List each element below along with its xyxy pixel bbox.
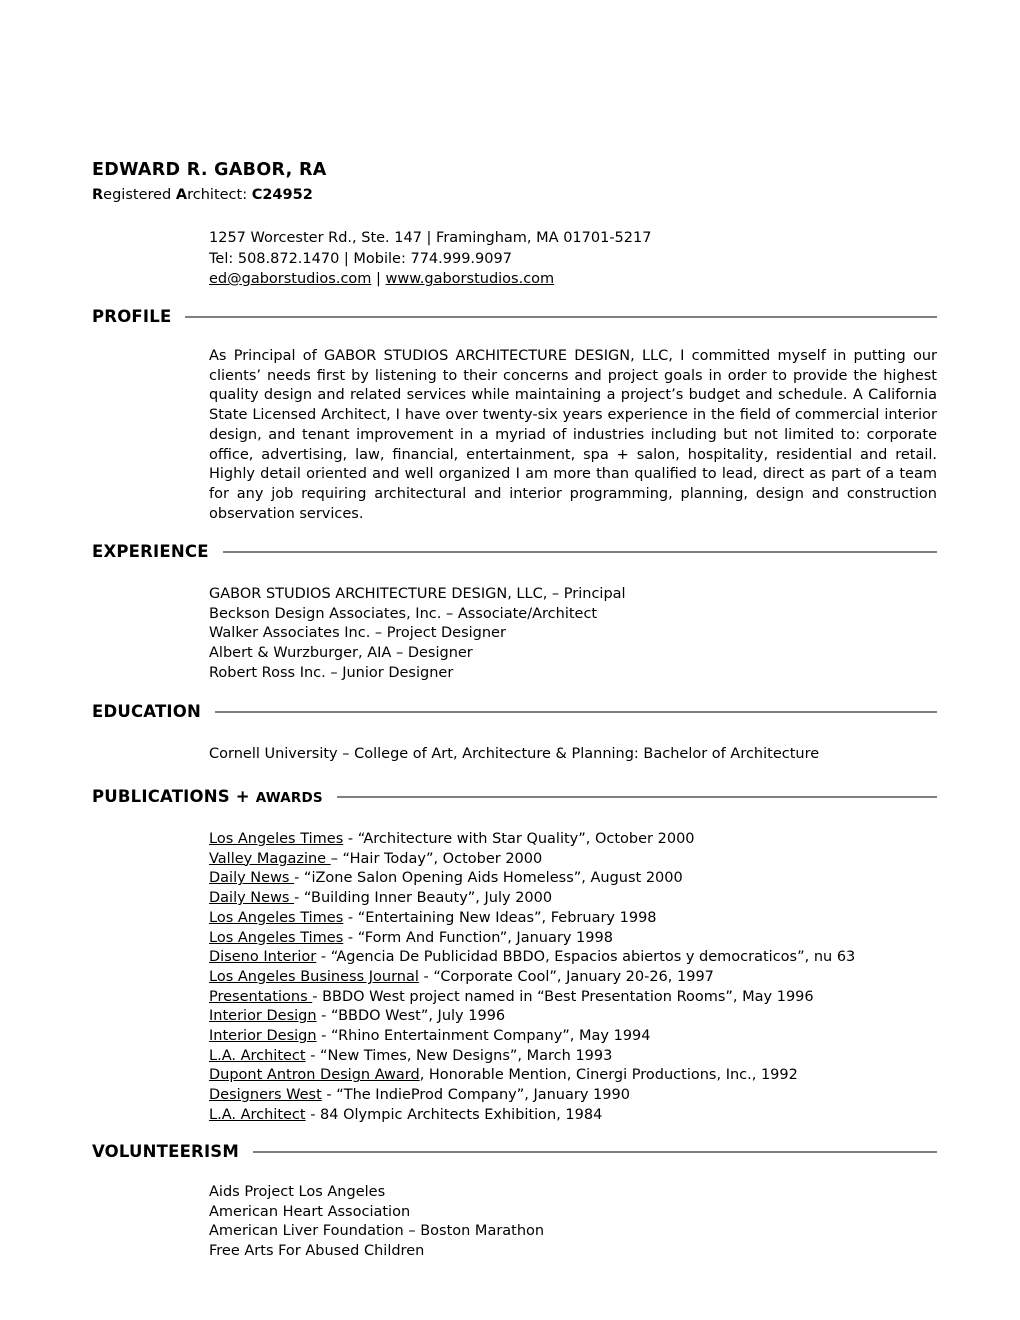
- publications-title-main: PUBLICATIONS +: [92, 787, 256, 806]
- section-title-experience: EXPERIENCE: [92, 542, 209, 561]
- publication-source: Daily News: [209, 890, 295, 907]
- section-heading-publications: [92, 787, 937, 806]
- publication-source: Los Angeles Times: [209, 831, 344, 847]
- publication-detail: - “BBDO West”, July 1996: [316, 1008, 506, 1025]
- list-item: [209, 1027, 855, 1047]
- section-heading-experience: [92, 542, 937, 561]
- publication-detail: - BBDO West project named in “Best Presentation Rooms”, May 1996: [312, 988, 814, 1005]
- publication-source: Los Angeles Business Journal: [209, 968, 419, 985]
- contact-block: [209, 228, 651, 290]
- list-item: [209, 968, 855, 988]
- publications-list: [209, 830, 855, 1126]
- list-item: [209, 909, 855, 929]
- publication-source: L.A. Architect: [209, 1047, 306, 1064]
- publication-detail: - “Building Inner Beauty”, July 2000: [294, 890, 553, 907]
- education-list: [209, 745, 819, 765]
- contact-phones: Tel: 508.872.1470 | Mobile: 774.999.9097: [209, 250, 512, 267]
- publication-source: L.A. Architect: [209, 1106, 306, 1123]
- list-item: [209, 869, 855, 889]
- publication-source: Dupont Antron Design Award: [209, 1067, 420, 1084]
- section-title-education: EDUCATION: [92, 702, 201, 721]
- profile-body-text: As Principal of GABOR STUDIOS ARCHITECTURE DESIGN, LLC, I committed myself in putting our clients’ needs first by listening to their concerns and project goals in order to provide the highest quality design and related services while maintaining a project’s budget and schedule. A California State Licensed Architect, I have over twenty-six years experience in the field of commercial interior design, and tenant improvement in a myriad of industries including but not limited to: corporate office, advertising, law, financial, entertainment, spa + salon, hospitality, residential and retail. Highly detail oriented and well organized I am more than qualified to lead, direct as part of a team for any job requiring architectural and interior programming, planning, design and construction observation services.: [209, 348, 937, 522]
- section-rule-experience: [223, 551, 937, 553]
- publication-detail: - “Entertaining New Ideas”, February 1998: [343, 909, 657, 926]
- publication-detail: , Honorable Mention, Cinergi Productions, Inc., 1992: [419, 1067, 798, 1084]
- license-line: [92, 187, 313, 203]
- list-item: American Heart Association: [209, 1203, 411, 1220]
- list-item: [209, 988, 855, 1008]
- list-item: [209, 948, 855, 968]
- list-item: [209, 1066, 855, 1086]
- list-item: [209, 850, 855, 870]
- link-separator: |: [371, 271, 386, 287]
- list-item: Beckson Design Associates, Inc. – Associate/Architect: [209, 605, 598, 622]
- publication-source: Daily News: [209, 870, 295, 887]
- section-heading-volunteerism: [92, 1142, 937, 1161]
- list-item: Free Arts For Abused Children: [209, 1243, 425, 1260]
- list-item: [209, 889, 855, 909]
- publication-detail: - “Rhino Entertainment Company”, May 1994: [316, 1028, 651, 1045]
- publication-detail: - “iZone Salon Opening Aids Homeless”, August 2000: [294, 870, 683, 887]
- email-link[interactable]: ed@gaborstudios.com: [209, 271, 372, 287]
- list-item: Albert & Wurzburger, AIA – Designer: [209, 645, 473, 662]
- license-number: C24952: [251, 187, 313, 203]
- license-initial-r: R: [92, 187, 104, 203]
- section-rule-education: [215, 711, 937, 713]
- publication-detail: - “The IndieProd Company”, January 1990: [321, 1087, 630, 1104]
- volunteerism-list: [209, 1183, 544, 1262]
- list-item: [209, 830, 855, 850]
- list-item: GABOR STUDIOS ARCHITECTURE DESIGN, LLC, – Principal: [209, 586, 626, 602]
- section-heading-profile: [92, 307, 937, 326]
- list-item: Aids Project Los Angeles: [209, 1184, 386, 1200]
- section-title-volunteerism: VOLUNTEERISM: [92, 1142, 239, 1161]
- publication-detail: - “New Times, New Designs”, March 1993: [305, 1047, 613, 1064]
- section-rule-publications: [337, 796, 937, 798]
- contact-links: [209, 269, 651, 290]
- list-item: Robert Ross Inc. – Junior Designer: [209, 664, 454, 681]
- publication-detail: - “Corporate Cool”, January 20-26, 1997: [418, 968, 714, 985]
- contact-address: 1257 Worcester Rd., Ste. 147 | Framingham, MA 01701-5217: [209, 230, 652, 246]
- publication-detail: - “Architecture with Star Quality”, October 2000: [343, 831, 695, 847]
- section-title-profile: PROFILE: [92, 307, 172, 326]
- publication-detail: - “Agencia De Publicidad BBDO, Espacios abiertos y democraticos”, nu 63: [316, 949, 856, 966]
- list-item: Cornell University – College of Art, Architecture & Planning: Bachelor of Architecture: [209, 746, 820, 762]
- list-item: Walker Associates Inc. – Project Designer: [209, 625, 506, 642]
- list-item: American Liver Foundation – Boston Marathon: [209, 1223, 545, 1240]
- publication-detail: – “Hair Today”, October 2000: [330, 850, 543, 867]
- publication-source: Interior Design: [209, 1008, 317, 1025]
- list-item: [209, 1106, 855, 1126]
- website-link[interactable]: www.gaborstudios.com: [385, 271, 555, 287]
- publication-source: Presentations: [209, 988, 313, 1005]
- publication-source: Los Angeles Times: [209, 909, 344, 926]
- license-initial-a: A: [175, 187, 188, 203]
- publication-detail: - 84 Olympic Architects Exhibition, 1984: [305, 1106, 603, 1123]
- license-word-architect: rchitect:: [187, 187, 252, 203]
- section-heading-education: [92, 702, 937, 721]
- license-word-registered: egistered: [103, 187, 176, 203]
- page-title: EDWARD R. GABOR, RA: [92, 160, 327, 180]
- publication-source: Designers West: [209, 1087, 322, 1104]
- list-item: [209, 1047, 855, 1067]
- list-item: [209, 1086, 855, 1106]
- section-title-publications: [92, 787, 323, 806]
- publications-title-awards: AWARDS: [255, 790, 323, 806]
- publication-source: Los Angeles Times: [209, 929, 344, 946]
- section-rule-volunteerism: [253, 1151, 937, 1153]
- publication-detail: - “Form And Function”, January 1998: [343, 929, 613, 946]
- experience-list: [209, 585, 626, 684]
- list-item: [209, 929, 855, 949]
- publication-source: Valley Magazine: [209, 850, 331, 867]
- list-item: [209, 1007, 855, 1027]
- publication-source: Interior Design: [209, 1028, 317, 1045]
- publication-source: Diseno Interior: [209, 949, 317, 966]
- section-rule-profile: [185, 316, 937, 318]
